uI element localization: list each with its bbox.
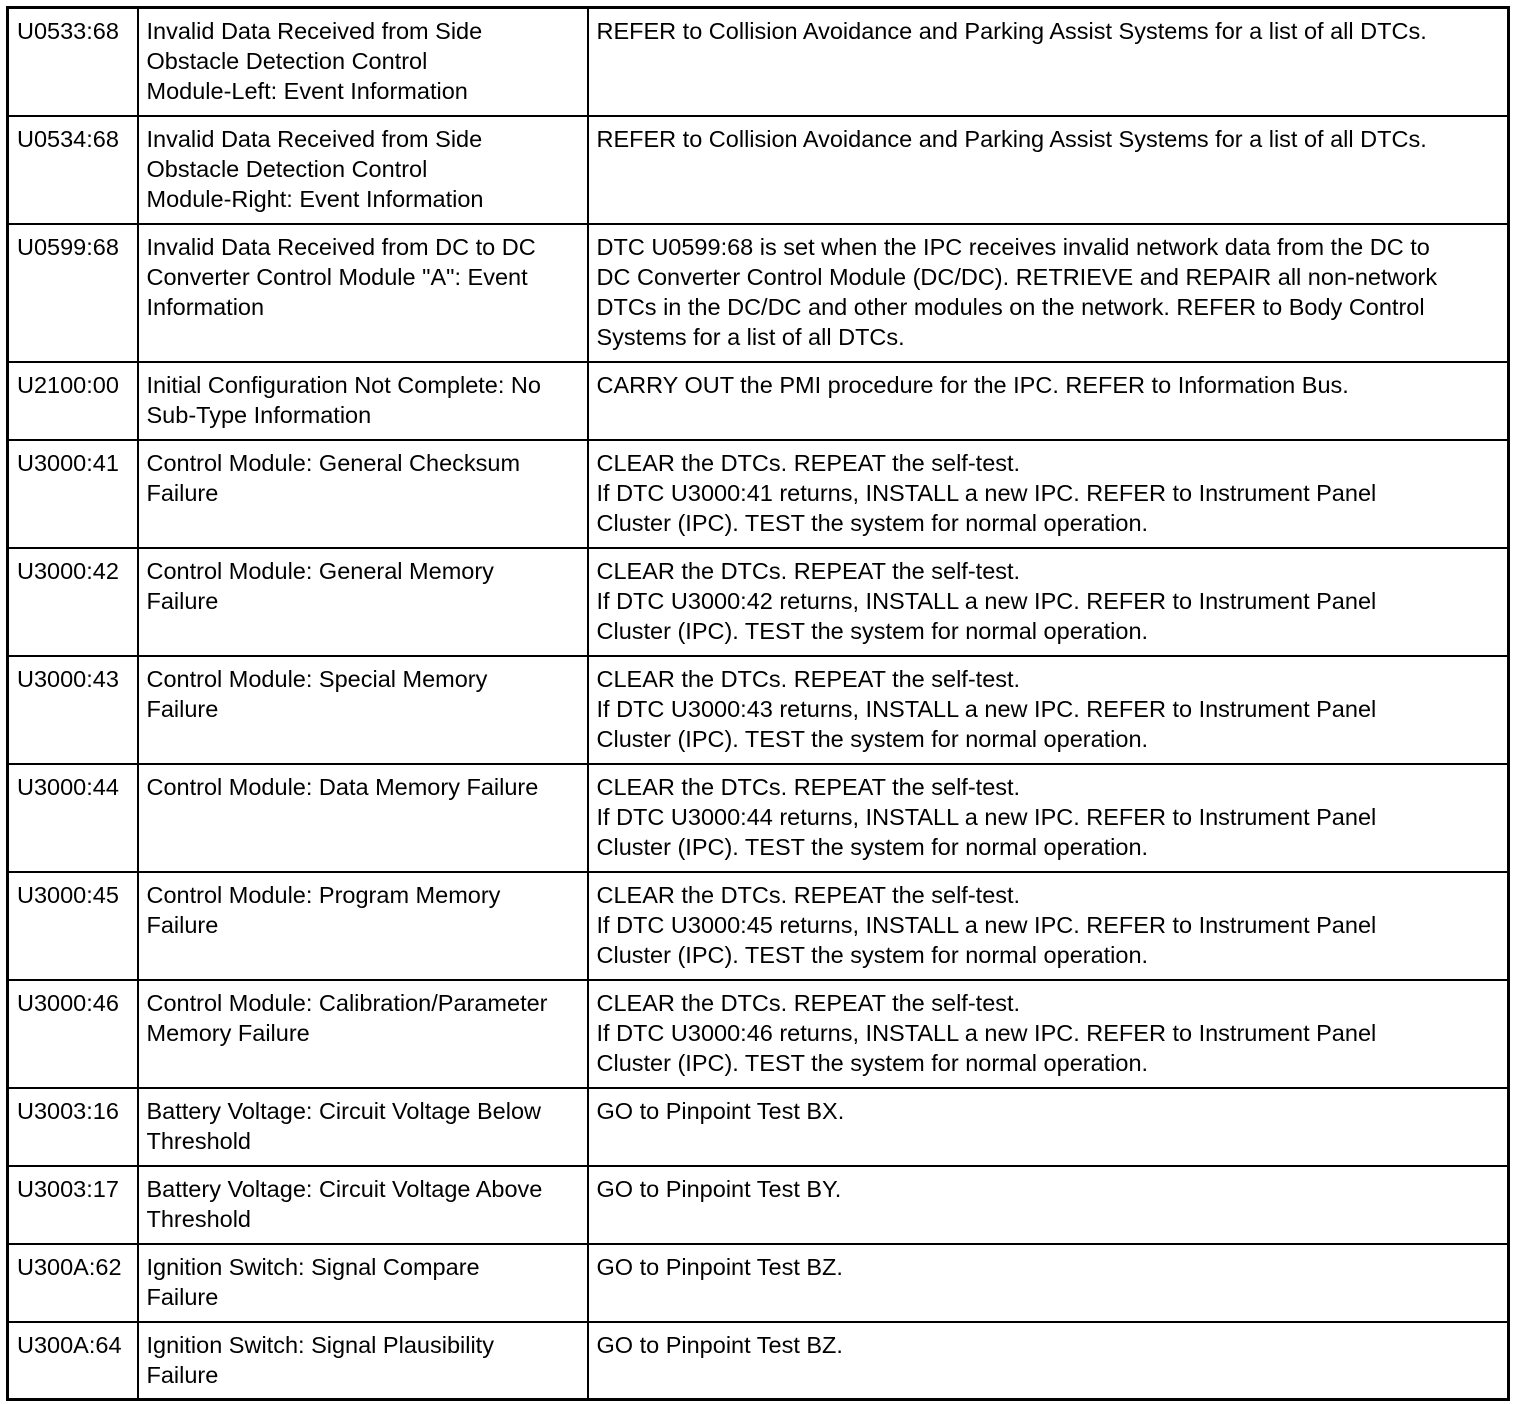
dtc-description-cell [138, 1088, 588, 1166]
dtc-code: U2100:00 [17, 371, 119, 398]
dtc-description-line: Battery Voltage: Circuit Voltage Above [146, 1175, 543, 1202]
dtc-description-line: Control Module: General Checksum [146, 449, 521, 476]
dtc-description-line: Initial Configuration Not Complete: No [146, 371, 541, 398]
dtc-action-line: CARRY OUT the PMI procedure for the IPC. REFER to Information Bus. [596, 371, 1349, 398]
dtc-action-cell [588, 1322, 1509, 1400]
dtc-description-line: Control Module: Program Memory [146, 881, 501, 908]
dtc-action-line: If DTC U3000:45 returns, INSTALL a new IPC. REFER to Instrument Panel [596, 911, 1377, 938]
dtc-action-line: If DTC U3000:43 returns, INSTALL a new IPC. REFER to Instrument Panel [596, 695, 1377, 722]
table-row [8, 764, 1509, 872]
dtc-action-cell [588, 980, 1509, 1088]
dtc-code: U3000:46 [17, 989, 119, 1016]
dtc-action-line: Cluster (IPC). TEST the system for normal operation. [596, 833, 1149, 860]
dtc-description-cell [138, 548, 588, 656]
dtc-action-line: GO to Pinpoint Test BZ. [596, 1253, 843, 1280]
dtc-action-line: GO to Pinpoint Test BY. [596, 1175, 842, 1202]
dtc-description-line: Ignition Switch: Signal Compare [146, 1253, 480, 1280]
dtc-code-cell [8, 764, 138, 872]
dtc-description-line: Obstacle Detection Control [146, 48, 428, 74]
dtc-description-line: Converter Control Module "A": Event [146, 263, 528, 290]
dtc-action-line: GO to Pinpoint Test BZ. [596, 1331, 843, 1358]
dtc-code: U300A:64 [17, 1331, 122, 1358]
dtc-code-cell [8, 1166, 138, 1244]
dtc-description-line: Invalid Data Received from DC to DC [146, 233, 536, 260]
dtc-code: U0534:68 [17, 125, 119, 152]
dtc-description-line: Module-Right: Event Information [146, 185, 484, 212]
dtc-description-cell [138, 764, 588, 872]
dtc-description-line: Invalid Data Received from Side [146, 125, 483, 152]
dtc-description-line: Control Module: Data Memory Failure [146, 773, 539, 800]
table-row [8, 1322, 1509, 1400]
dtc-code-cell [8, 1088, 138, 1166]
table-row [8, 8, 1509, 116]
dtc-action-line: GO to Pinpoint Test BX. [596, 1097, 845, 1124]
dtc-table-body [8, 8, 1509, 1400]
dtc-action-line: If DTC U3000:42 returns, INSTALL a new IPC. REFER to Instrument Panel [596, 587, 1377, 614]
dtc-description-cell [138, 1322, 588, 1400]
dtc-description-line: Battery Voltage: Circuit Voltage Below [146, 1097, 541, 1124]
dtc-code-cell [8, 872, 138, 980]
dtc-code-cell [8, 1244, 138, 1322]
dtc-description-cell [138, 656, 588, 764]
dtc-code-cell [8, 224, 138, 362]
dtc-description-line: Sub-Type Information [146, 401, 372, 428]
dtc-action-cell [588, 8, 1509, 116]
table-row [8, 362, 1509, 440]
dtc-description-cell [138, 440, 588, 548]
dtc-action-line: Cluster (IPC). TEST the system for normal operation. [596, 1049, 1149, 1076]
dtc-code-cell [8, 116, 138, 224]
dtc-action-cell [588, 656, 1509, 764]
dtc-code: U3003:16 [17, 1097, 119, 1124]
dtc-code-cell [8, 440, 138, 548]
dtc-description-cell [138, 1244, 588, 1322]
dtc-code-cell [8, 656, 138, 764]
table-row [8, 980, 1509, 1088]
dtc-action-cell [588, 440, 1509, 548]
dtc-action-line: Cluster (IPC). TEST the system for normal operation. [596, 941, 1149, 968]
dtc-action-line: CLEAR the DTCs. REPEAT the self-test. [596, 881, 1021, 908]
dtc-description-cell [138, 872, 588, 980]
dtc-description-line: Failure [146, 695, 219, 722]
dtc-action-cell [588, 1244, 1509, 1322]
dtc-action-line: If DTC U3000:44 returns, INSTALL a new IPC. REFER to Instrument Panel [596, 803, 1377, 830]
dtc-description-cell [138, 362, 588, 440]
dtc-action-line: REFER to Collision Avoidance and Parking Assist Systems for a list of all DTCs. [596, 125, 1427, 152]
dtc-action-line: CLEAR the DTCs. REPEAT the self-test. [596, 773, 1021, 800]
dtc-description-line: Failure [146, 479, 219, 506]
dtc-action-cell [588, 116, 1509, 224]
dtc-description-cell [138, 980, 588, 1088]
table-row [8, 116, 1509, 224]
dtc-action-line: Systems for a list of all DTCs. [596, 323, 905, 350]
dtc-description-line: Control Module: Calibration/Parameter [146, 989, 548, 1016]
dtc-action-line: DC Converter Control Module (DC/DC). RETRIEVE and REPAIR all non-network [596, 263, 1438, 290]
table-row [8, 1244, 1509, 1322]
dtc-code: U3003:17 [17, 1175, 119, 1202]
dtc-code-cell [8, 362, 138, 440]
dtc-code-cell [8, 980, 138, 1088]
dtc-description-cell [138, 116, 588, 224]
dtc-description-line: Control Module: Special Memory [146, 665, 488, 692]
dtc-code-cell [8, 1322, 138, 1400]
dtc-code: U0599:68 [17, 233, 119, 260]
dtc-action-cell [588, 872, 1509, 980]
dtc-action-cell [588, 764, 1509, 872]
dtc-description-line: Memory Failure [146, 1019, 310, 1046]
dtc-code: U300A:62 [17, 1253, 122, 1280]
dtc-description-line: Failure [146, 587, 219, 614]
dtc-description-cell [138, 8, 588, 116]
dtc-code: U3000:42 [17, 557, 119, 584]
dtc-action-cell [588, 362, 1509, 440]
dtc-action-line: CLEAR the DTCs. REPEAT the self-test. [596, 989, 1021, 1016]
dtc-action-line: CLEAR the DTCs. REPEAT the self-test. [596, 449, 1021, 476]
dtc-table [6, 6, 1510, 1401]
dtc-code-cell [8, 548, 138, 656]
dtc-action-line: Cluster (IPC). TEST the system for normal operation. [596, 509, 1149, 536]
dtc-description-line: Control Module: General Memory [146, 557, 494, 584]
dtc-description-line: Threshold [146, 1127, 251, 1154]
dtc-action-line: DTCs in the DC/DC and other modules on the network. REFER to Body Control [596, 293, 1425, 320]
table-row [8, 1166, 1509, 1244]
dtc-description-cell [138, 224, 588, 362]
dtc-action-line: Cluster (IPC). TEST the system for normal operation. [596, 725, 1149, 752]
dtc-description-line: Obstacle Detection Control [146, 155, 428, 182]
dtc-description-cell [138, 1166, 588, 1244]
dtc-description-line: Invalid Data Received from Side [146, 18, 483, 44]
dtc-action-line: If DTC U3000:46 returns, INSTALL a new IPC. REFER to Instrument Panel [596, 1019, 1377, 1046]
dtc-description-line: Module-Left: Event Information [146, 78, 468, 104]
table-row [8, 1088, 1509, 1166]
dtc-description-line: Ignition Switch: Signal Plausibility [146, 1331, 494, 1358]
dtc-action-line: DTC U0599:68 is set when the IPC receives invalid network data from the DC to [596, 233, 1430, 260]
table-row [8, 872, 1509, 980]
dtc-action-cell [588, 224, 1509, 362]
table-row [8, 656, 1509, 764]
dtc-action-line: CLEAR the DTCs. REPEAT the self-test. [596, 665, 1021, 692]
dtc-action-line: Cluster (IPC). TEST the system for normal operation. [596, 617, 1149, 644]
dtc-code: U3000:43 [17, 665, 119, 692]
table-row [8, 548, 1509, 656]
dtc-code: U0533:68 [17, 18, 119, 44]
dtc-action-line: If DTC U3000:41 returns, INSTALL a new IPC. REFER to Instrument Panel [596, 479, 1377, 506]
dtc-description-line: Failure [146, 911, 219, 938]
dtc-code-cell [8, 8, 138, 116]
dtc-action-line: REFER to Collision Avoidance and Parking Assist Systems for a list of all DTCs. [596, 18, 1427, 44]
dtc-description-line: Information [146, 293, 265, 320]
dtc-action-cell [588, 1088, 1509, 1166]
dtc-code: U3000:44 [17, 773, 119, 800]
dtc-description-line: Failure [146, 1283, 219, 1310]
dtc-description-line: Failure [146, 1361, 219, 1388]
dtc-action-cell [588, 1166, 1509, 1244]
table-row [8, 440, 1509, 548]
dtc-code: U3000:45 [17, 881, 119, 908]
table-row [8, 224, 1509, 362]
dtc-code: U3000:41 [17, 449, 119, 476]
dtc-action-line: CLEAR the DTCs. REPEAT the self-test. [596, 557, 1021, 584]
dtc-description-line: Threshold [146, 1205, 251, 1232]
dtc-action-cell [588, 548, 1509, 656]
